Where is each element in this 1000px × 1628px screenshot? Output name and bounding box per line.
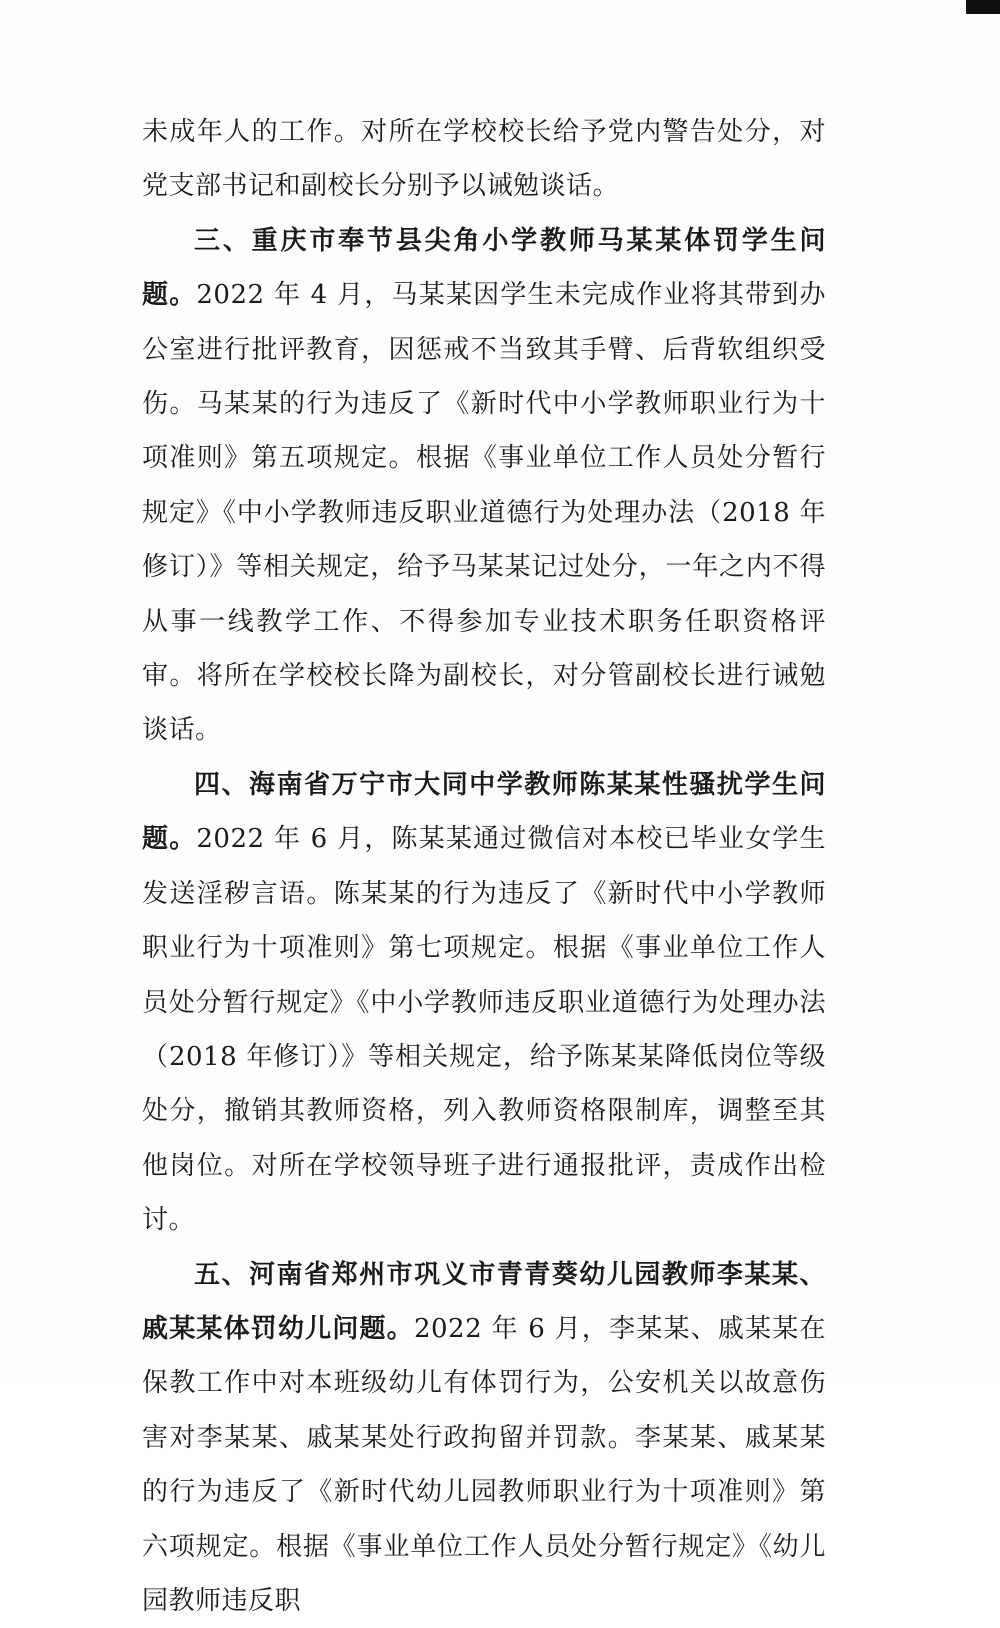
case-heading: 三、重庆市奉节县尖角小学教师马某某体罚学生问题。	[142, 225, 826, 311]
paragraph-body: 2022 年 4 月，马某某因学生未完成作业将其带到办公室进行批评教育，因惩戒不当致其手臂、后背软组织受伤。马某某的行为违反了《新时代中小学教师职业行为十项准则》第五项规定。根据《事业单位工作人员处分暂行规定》《中小学教师违反职业道德行为处理办法（2018 年修订）》等相关规定，给予马某某记过处分，一年之内不得从事一线教学工作、不得参加专业技术职务任职资格评审。将所在学校校长降为副校长，对分管副校长进行诫勉谈话。	[142, 280, 826, 746]
paragraph-case-3	[142, 214, 826, 758]
paragraph-continuation	[142, 105, 826, 214]
paragraph-case-5	[142, 1248, 826, 1628]
paragraph-case-4	[142, 758, 826, 1248]
paragraph-body: 2022 年 6 月，李某某、戚某某在保教工作中对本班级幼儿有体罚行为，公安机关以故意伤害对李某某、戚某某处行政拘留并罚款。李某某、戚某某的行为违反了《新时代幼儿园教师职业行为十项准则》第六项规定。根据《事业单位工作人员处分暂行规定》《幼儿园教师违反职	[142, 1313, 826, 1616]
scan-corner-mark	[966, 0, 1000, 14]
case-heading: 四、海南省万宁市大同中学教师陈某某性骚扰学生问题。	[142, 769, 826, 855]
paragraph-body: 2022 年 6 月，陈某某通过微信对本校已毕业女学生发送淫秽言语。陈某某的行为违反了《新时代中小学教师职业行为十项准则》第七项规定。根据《事业单位工作人员处分暂行规定》《中小学教师违反职业道德行为处理办法（2018 年修订）》等相关规定，给予陈某某降低岗位等级处分，撤销其教师资格，列入教师资格限制库，调整至其他岗位。对所在学校领导班子进行通报批评，责成作出检讨。	[142, 824, 826, 1236]
paragraph-body: 未成年人的工作。对所在学校校长给予党内警告处分，对党支部书记和副校长分别予以诫勉谈话。	[142, 117, 826, 202]
case-heading: 五、河南省郑州市巩义市青青葵幼儿园教师李某某、戚某某体罚幼儿问题。	[142, 1259, 826, 1344]
document-body	[142, 105, 826, 1628]
